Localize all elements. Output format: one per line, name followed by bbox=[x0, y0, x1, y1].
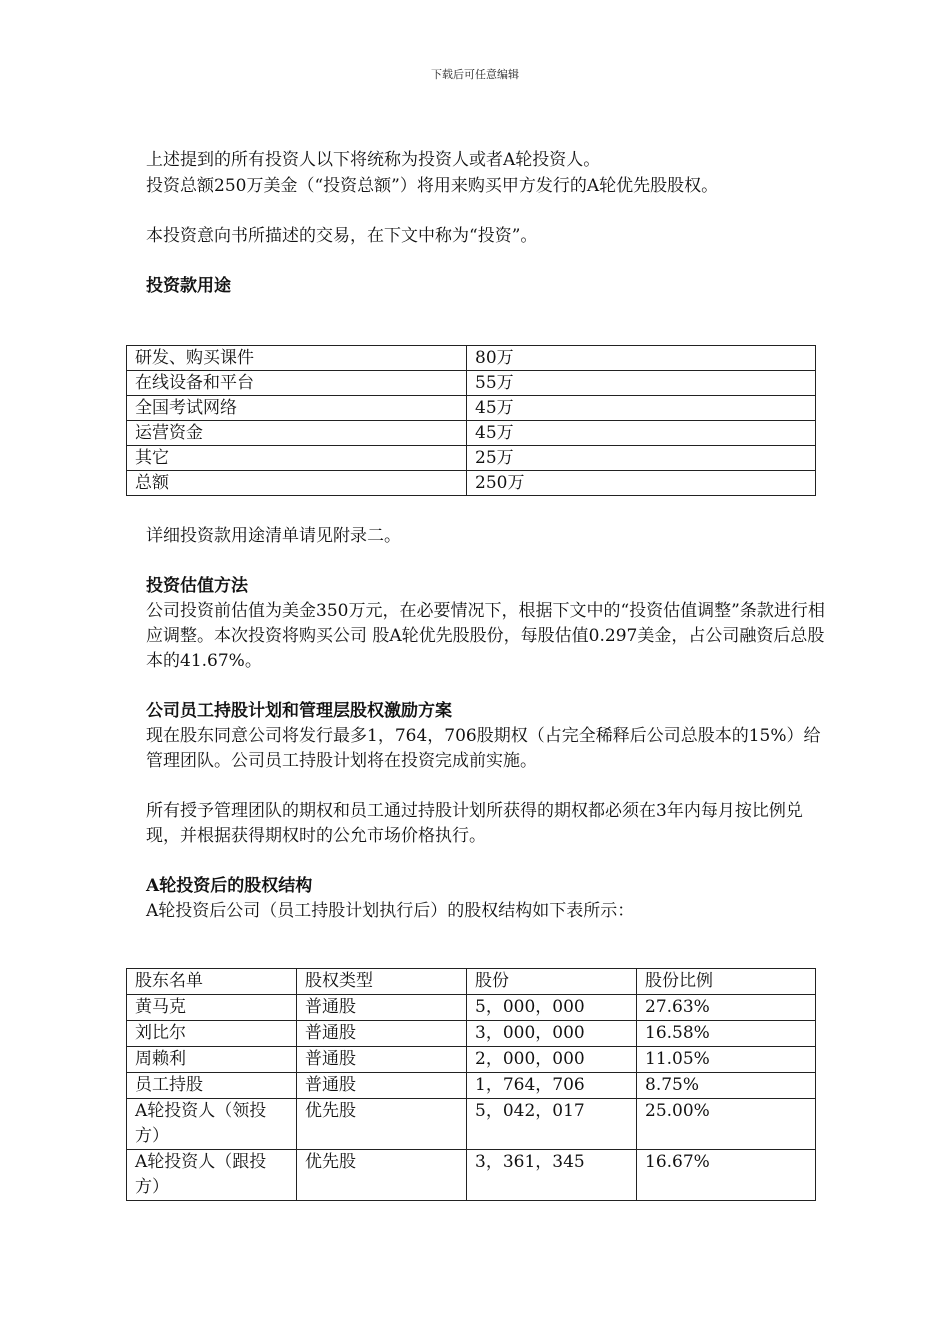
share-count: 5，000，000 bbox=[467, 995, 637, 1021]
fund-use-item: 研发、购买课件 bbox=[127, 346, 467, 371]
table-row bbox=[127, 396, 816, 421]
valuation-text: 公司投资前估值为美金350万元，在必要情况下，根据下文中的“投资估值调整”条款进行相应调整。本次投资将购买公司 股A轮优先股股份，每股估值0.297美金，占公司融资后总股本的41.67%。 bbox=[146, 601, 825, 671]
share-count: 3，361，345 bbox=[467, 1150, 637, 1201]
fund-use-amount: 250万 bbox=[467, 471, 816, 496]
share-type: 优先股 bbox=[297, 1099, 467, 1150]
intro-line-3: 本投资意向书所描述的交易，在下文中称为“投资”。 bbox=[146, 226, 538, 246]
share-count: 3，000，000 bbox=[467, 1021, 637, 1047]
share-count: 1，764，706 bbox=[467, 1073, 637, 1099]
fund-use-amount: 45万 bbox=[467, 396, 816, 421]
share-percentage: 16.67% bbox=[637, 1150, 816, 1201]
fund-use-item: 其它 bbox=[127, 446, 467, 471]
share-percentage: 25.00% bbox=[637, 1099, 816, 1150]
fund-use-amount: 80万 bbox=[467, 346, 816, 371]
share-type: 普通股 bbox=[297, 995, 467, 1021]
table-row bbox=[127, 446, 816, 471]
share-type: 普通股 bbox=[297, 1047, 467, 1073]
table-row bbox=[127, 1150, 816, 1201]
esop-heading: 公司员工持股计划和管理层股权激励方案 bbox=[146, 701, 452, 721]
table-row bbox=[127, 1073, 816, 1099]
share-type: 普通股 bbox=[297, 1021, 467, 1047]
share-type: 优先股 bbox=[297, 1150, 467, 1201]
fund-use-item: 运营资金 bbox=[127, 421, 467, 446]
fund-use-item: 全国考试网络 bbox=[127, 396, 467, 421]
share-type: 普通股 bbox=[297, 1073, 467, 1099]
table-row bbox=[127, 1047, 816, 1073]
intro-line-2: 投资总额250万美金（“投资总额”）将用来购买甲方发行的A轮优先股股权。 bbox=[146, 176, 719, 196]
intro-line-1: 上述提到的所有投资人以下将统称为投资人或者A轮投资人。 bbox=[146, 150, 601, 170]
esop-paragraph-2: 所有授予管理团队的期权和员工通过持股计划所获得的期权都必须在3年内每月按比例兑现，并根据获得期权时的公允市场价格执行。 bbox=[146, 801, 803, 846]
table-row bbox=[127, 1021, 816, 1047]
table-row bbox=[127, 421, 816, 446]
use-of-funds-table bbox=[126, 345, 816, 496]
cap-table bbox=[126, 968, 816, 1201]
column-header: 股东名单 bbox=[127, 969, 297, 995]
share-percentage: 27.63% bbox=[637, 995, 816, 1021]
column-header: 股权类型 bbox=[297, 969, 467, 995]
table-row bbox=[127, 471, 816, 496]
table-row bbox=[127, 346, 816, 371]
table-row bbox=[127, 995, 816, 1021]
fund-use-item: 总额 bbox=[127, 471, 467, 496]
cap-table-intro: A轮投资后公司（员工持股计划执行后）的股权结构如下表所示： bbox=[146, 901, 635, 921]
shareholder-name: 黄马克 bbox=[127, 995, 297, 1021]
shareholder-name: 周赖利 bbox=[127, 1047, 297, 1073]
column-header: 股份比例 bbox=[637, 969, 816, 995]
shareholder-name: A轮投资人（跟投方） bbox=[127, 1150, 297, 1201]
cap-table-heading: A轮投资后的股权结构 bbox=[146, 876, 313, 896]
esop-paragraph-1: 现在股东同意公司将发行最多1，764，706股期权（占完全稀释后公司总股本的15%）给管理团队。公司员工持股计划将在投资完成前实施。 bbox=[146, 726, 821, 771]
valuation-heading: 投资估值方法 bbox=[146, 576, 248, 596]
fund-use-amount: 45万 bbox=[467, 421, 816, 446]
shareholder-name: 刘比尔 bbox=[127, 1021, 297, 1047]
column-header: 股份 bbox=[467, 969, 637, 995]
share-percentage: 16.58% bbox=[637, 1021, 816, 1047]
shareholder-name: 员工持股 bbox=[127, 1073, 297, 1099]
fund-use-item: 在线设备和平台 bbox=[127, 371, 467, 396]
page-header: 下载后可任意编辑 bbox=[431, 68, 519, 81]
use-of-funds-note: 详细投资款用途清单请见附录二。 bbox=[146, 526, 401, 546]
fund-use-amount: 25万 bbox=[467, 446, 816, 471]
share-count: 5，042，017 bbox=[467, 1099, 637, 1150]
fund-use-amount: 55万 bbox=[467, 371, 816, 396]
shareholder-name: A轮投资人（领投方） bbox=[127, 1099, 297, 1150]
share-percentage: 8.75% bbox=[637, 1073, 816, 1099]
table-row bbox=[127, 371, 816, 396]
table-header-row bbox=[127, 969, 816, 995]
share-count: 2，000，000 bbox=[467, 1047, 637, 1073]
table-row bbox=[127, 1099, 816, 1150]
share-percentage: 11.05% bbox=[637, 1047, 816, 1073]
use-of-funds-heading: 投资款用途 bbox=[146, 276, 231, 296]
